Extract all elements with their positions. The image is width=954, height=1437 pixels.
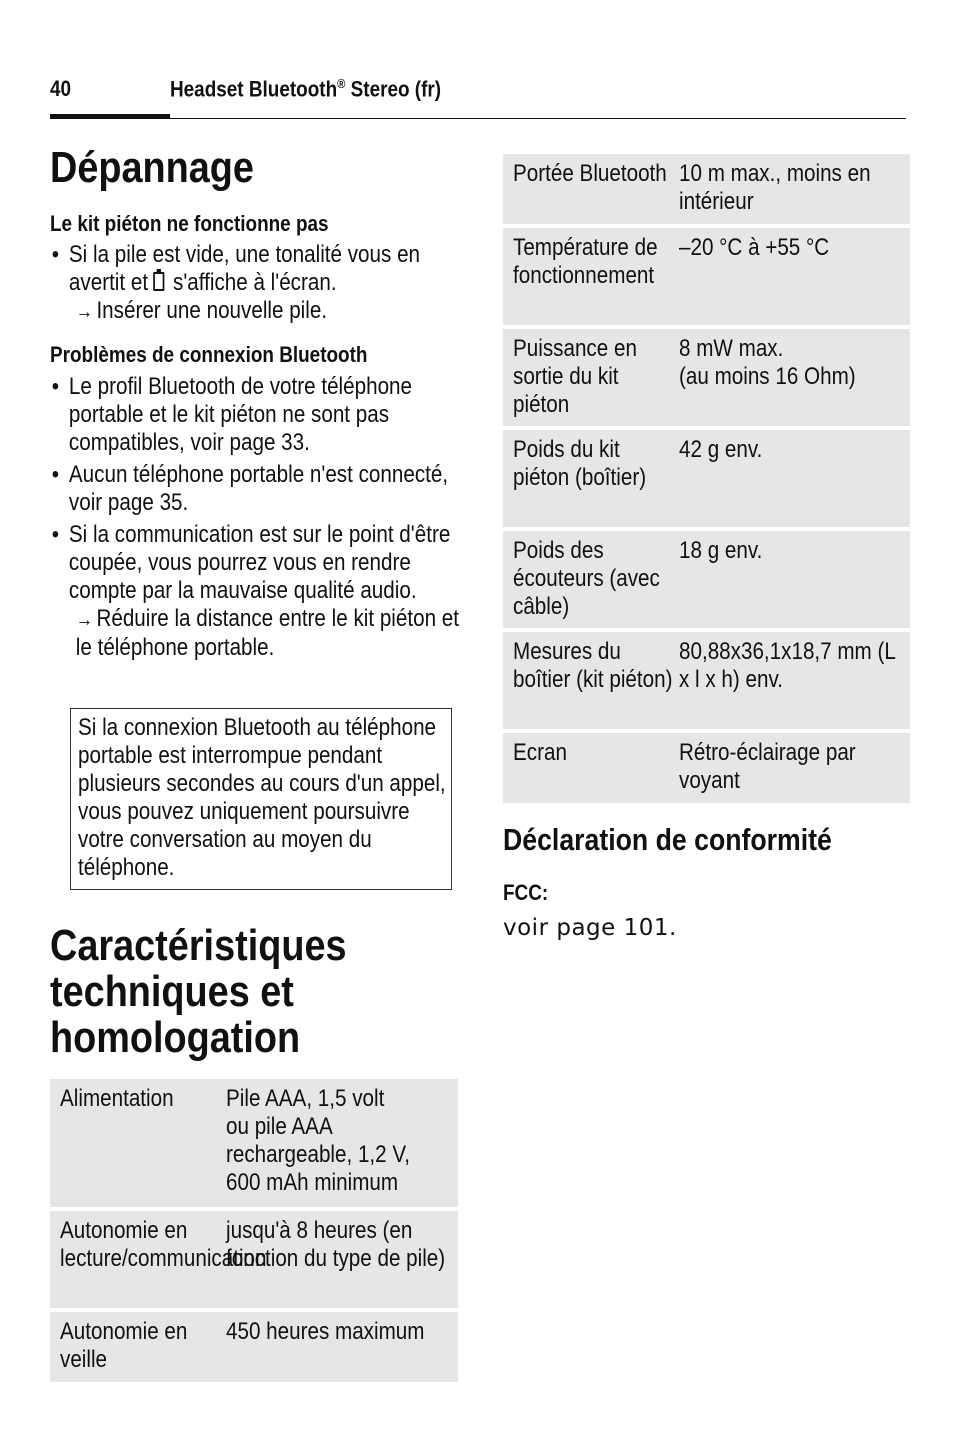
battery-empty-icon bbox=[153, 272, 164, 291]
spec-value: Pile AAA, 1,5 volt ou pile AAA rechargeable, 1,2 V, 600 mAh minimum bbox=[226, 1085, 410, 1196]
spec-label: Ecran bbox=[513, 739, 567, 766]
spec-row-bluetooth-range bbox=[503, 154, 910, 224]
spec-value: 450 heures maximum bbox=[226, 1318, 425, 1345]
spec-label: Poids du kit piéton (boîtier) bbox=[513, 436, 647, 491]
spec-row-power-supply bbox=[50, 1079, 458, 1207]
spec-row-standby-time bbox=[50, 1312, 458, 1382]
running-title-suffix: Stereo (fr) bbox=[345, 76, 442, 102]
list-item: • Le profil Bluetooth de votre téléphone portable et le kit piéton ne sont pas compatibles, voir page 33. bbox=[50, 373, 463, 457]
spec-row-output-power bbox=[503, 329, 910, 426]
spec-value: 18 g env. bbox=[679, 537, 763, 564]
spec-value: 10 m max., moins en intérieur bbox=[679, 160, 871, 215]
spec-value: 42 g env. bbox=[679, 436, 763, 463]
spec-row-display bbox=[503, 733, 910, 803]
spec-value: 80,88x36,1x18,7 mm (L x l x h) env. bbox=[679, 638, 896, 693]
specifications-table-left bbox=[50, 1079, 458, 1386]
spec-label: Mesures du boîtier (kit piéton) bbox=[513, 638, 673, 693]
bluetooth-problems-list bbox=[50, 373, 463, 666]
item-text: Si la pile est vide, une tonalité vous en avertit et bbox=[68, 241, 421, 296]
page-number: 40 bbox=[50, 76, 72, 101]
note-text: Si la connexion Bluetooth au téléphone portable est interrompue pendant plusieurs secondes au cours d'un appel, vous pouvez uniquement poursuivre votre conversation au moyen du téléphone. bbox=[78, 714, 446, 881]
spec-value: Rétro-éclairage par voyant bbox=[679, 739, 856, 794]
spec-row-talk-time bbox=[50, 1211, 458, 1308]
spec-label: Alimentation bbox=[60, 1085, 174, 1112]
item-text-after-icon: s'affiche à l'écran. bbox=[173, 269, 337, 296]
spec-row-earphones-weight bbox=[503, 531, 910, 628]
action-step bbox=[69, 297, 463, 326]
spec-row-headset-weight bbox=[503, 430, 910, 527]
running-title bbox=[170, 76, 441, 102]
spec-value: 8 mW max. (au moins 16 Ohm) bbox=[679, 335, 856, 390]
spec-row-operating-temperature bbox=[503, 228, 910, 325]
action-text: Insérer une nouvelle pile. bbox=[96, 297, 328, 324]
action-step bbox=[69, 605, 463, 662]
registered-mark: ® bbox=[337, 76, 346, 91]
list-item bbox=[50, 521, 463, 662]
spec-row-dimensions bbox=[503, 632, 910, 729]
header-accent-bar bbox=[50, 114, 170, 119]
section-heading-headset-not-working: Le kit piéton ne fonctionne pas bbox=[50, 211, 329, 236]
conformity-title: Déclaration de conformité bbox=[503, 822, 832, 857]
list-item: • Aucun téléphone portable n'est connecté, voir page 35. bbox=[50, 461, 463, 517]
item-text: Si la communication est sur le point d'être coupée, vous pourrez vous en rendre compte par la mauvaise qualité audio. bbox=[68, 521, 451, 604]
note-box bbox=[70, 708, 452, 890]
headset-not-working-list bbox=[50, 241, 463, 330]
fcc-text: voir page 101. bbox=[503, 915, 677, 941]
spec-label: Poids des écouteurs (avec câble) bbox=[513, 537, 660, 620]
arrow-right-icon: → bbox=[75, 609, 93, 631]
action-text: Réduire la distance entre le kit piéton et le téléphone portable. bbox=[75, 605, 460, 661]
section-heading-bluetooth-problems: Problèmes de connexion Bluetooth bbox=[50, 342, 368, 367]
spec-label: Puissance en sortie du kit piéton bbox=[513, 335, 637, 418]
spec-label: Portée Bluetooth bbox=[513, 160, 667, 187]
page-header bbox=[50, 76, 906, 120]
troubleshooting-title: Dépannage bbox=[50, 143, 254, 192]
spec-value: jusqu'à 8 heures (en fonction du type de pile) bbox=[226, 1217, 446, 1272]
spec-label: Autonomie en veille bbox=[60, 1318, 188, 1373]
fcc-label: FCC: bbox=[503, 880, 549, 905]
specifications-title: Caractéristiques techniques et homologation bbox=[50, 921, 347, 1062]
specifications-table-right bbox=[503, 154, 910, 807]
spec-value: –20 °C à +55 °C bbox=[679, 234, 830, 261]
running-title-main: Headset Bluetooth bbox=[170, 76, 338, 102]
spec-label: Température de fonctionnement bbox=[513, 234, 658, 289]
arrow-right-icon: → bbox=[75, 301, 93, 323]
spec-label: Autonomie en lecture/communication bbox=[60, 1217, 267, 1272]
header-rule bbox=[170, 118, 906, 119]
list-item bbox=[50, 241, 463, 326]
